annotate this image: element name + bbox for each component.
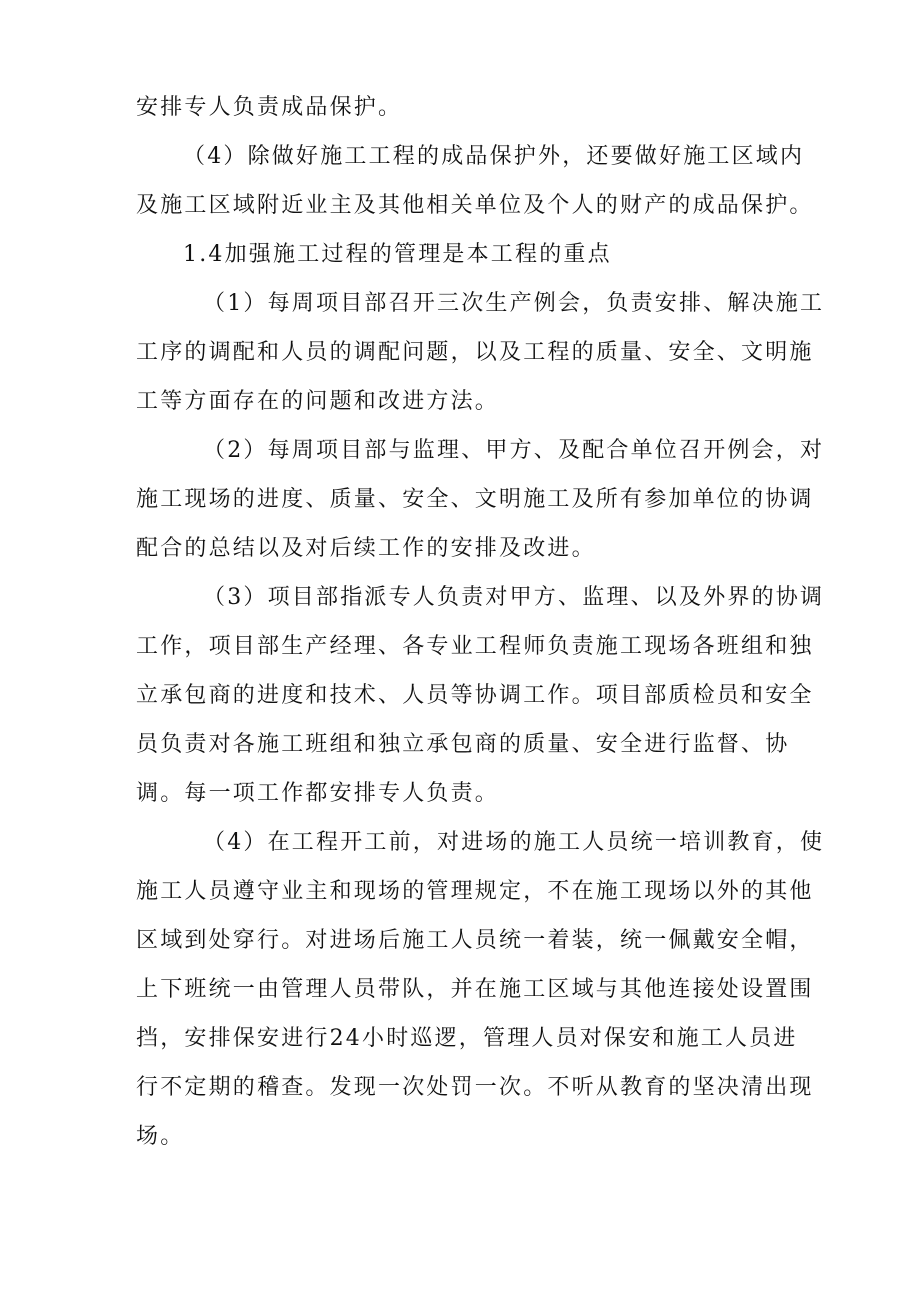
paragraph-line: （4）在工程开工前，对进场的施工人员统一培训教育，使	[203, 830, 825, 855]
paragraph-line: （2）每周项目部与监理、甲方、及配合单位召开例会，对	[203, 438, 825, 463]
paragraph-line: 工等方面存在的问题和改进方法。	[136, 389, 500, 414]
paragraph-line: 上下班统一由管理人员带队，并在施工区域与其他连接处设置围	[136, 977, 814, 1002]
paragraph-line: 场。	[136, 1124, 185, 1149]
paragraph-line: 施工现场的进度、质量、安全、文明施工及所有参加单位的协调	[136, 487, 814, 512]
paragraph-line: 配合的总结以及对后续工作的安排及改进。	[136, 536, 596, 561]
paragraph-line: 挡，安排保安进行24小时巡逻，管理人员对保安和施工人员进	[136, 1026, 798, 1051]
paragraph-line: 工序的调配和人员的调配问题，以及工程的质量、安全、文明施	[136, 340, 814, 365]
paragraph-line: （1）每周项目部召开三次生产例会，负责安排、解决施工	[203, 291, 825, 316]
paragraph-line: （4）除做好施工工程的成品保护外，还要做好施工区域内	[183, 144, 805, 169]
paragraph-line: 及施工区域附近业主及其他相关单位及个人的财产的成品保护。	[136, 193, 814, 218]
paragraph-line: 施工人员遵守业主和现场的管理规定，不在施工现场以外的其他	[136, 879, 814, 904]
paragraph-line: 安排专人负责成品保护。	[136, 95, 403, 120]
paragraph-line: 立承包商的进度和技术、人员等协调工作。项目部质检员和安全	[136, 683, 814, 708]
paragraph-line: 工作，项目部生产经理、各专业工程师负责施工现场各班组和独	[136, 634, 814, 659]
paragraph-line: 员负责对各施工班组和独立承包商的质量、安全进行监督、协	[136, 732, 790, 757]
paragraph-line: 调。每一项工作都安排专人负责。	[136, 781, 500, 806]
paragraph-line: 区域到处穿行。对进场后施工人员统一着装，统一佩戴安全帽，	[136, 928, 814, 953]
paragraph-line: 行不定期的稽查。发现一次处罚一次。不听从教育的坚决清出现	[136, 1075, 814, 1100]
paragraph-line: （3）项目部指派专人负责对甲方、监理、以及外界的协调	[203, 585, 825, 610]
section-heading: 1.4加强施工过程的管理是本工程的重点	[183, 242, 612, 267]
